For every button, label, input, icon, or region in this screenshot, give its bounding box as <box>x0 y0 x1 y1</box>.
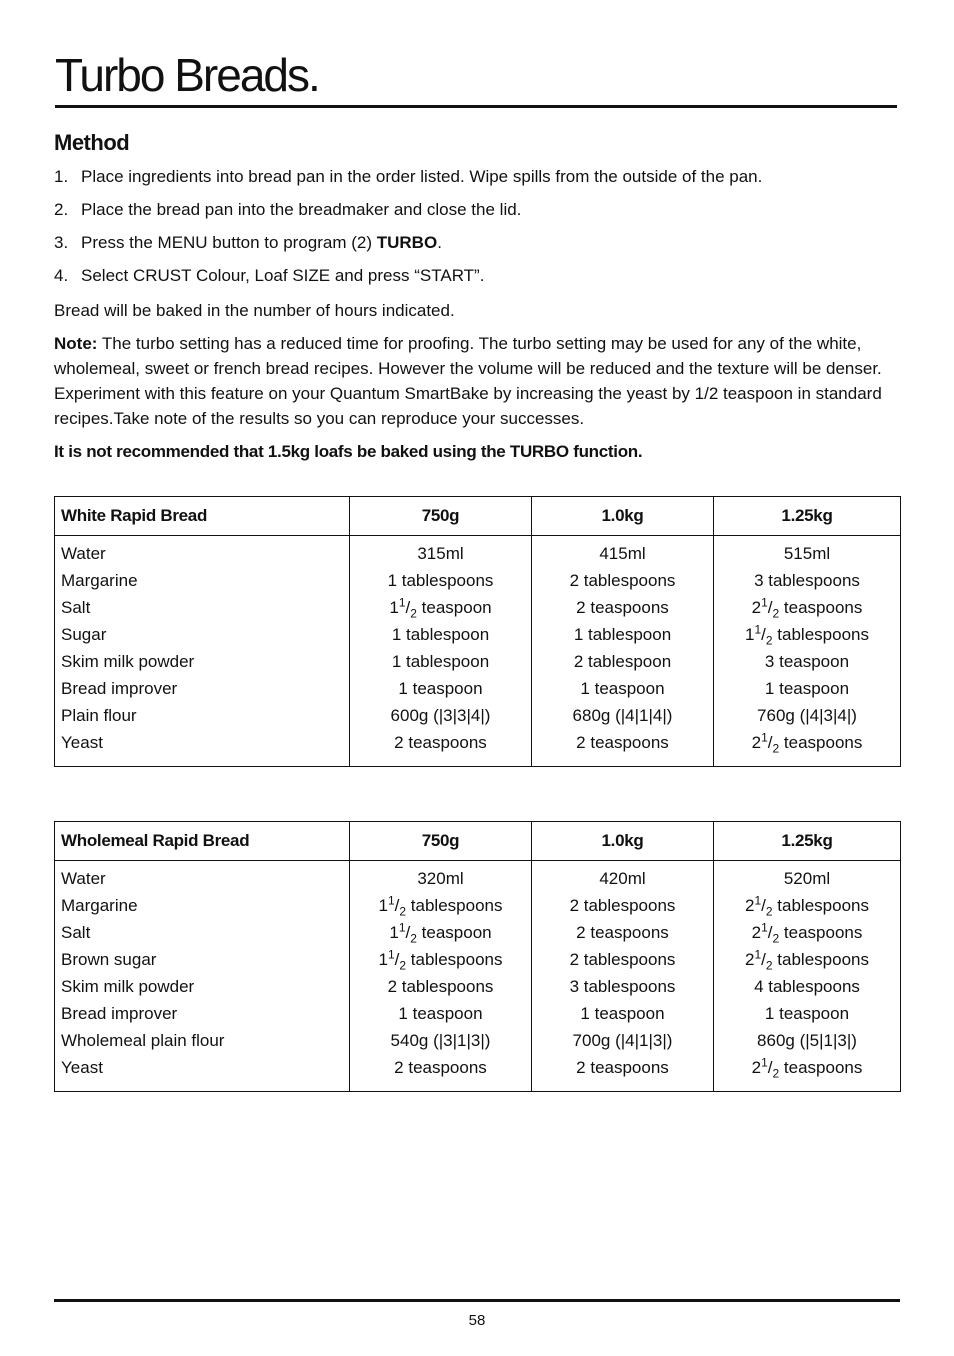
ingredient-quantity: 2 tablespoons <box>569 571 676 590</box>
quantities-750g-cell <box>350 861 532 1092</box>
ingredient-names-cell <box>55 536 350 767</box>
table-header-row <box>55 822 901 861</box>
bake-time-text: Bread will be baked in the number of hours indicated. <box>54 301 455 320</box>
ingredient-quantity: $2^1/_2$ tablespoons <box>745 947 869 973</box>
method-steps <box>54 166 899 287</box>
step-number: 1. <box>54 167 69 186</box>
column-header-1-25kg: 1.25kg <box>714 822 901 861</box>
step-text-start: Press the MENU button to program (2) <box>81 233 377 252</box>
page-number: 58 <box>468 1312 486 1329</box>
ingredient-quantity: 2 tablespoons <box>387 977 494 996</box>
ingredient-quantity: 1 teaspoon <box>398 1004 483 1023</box>
step-text <box>81 232 442 254</box>
method-step <box>54 232 899 254</box>
ingredient-quantity: $2^1/_2$ teaspoons <box>751 595 863 621</box>
method-heading: Method <box>54 130 130 155</box>
ingredient-quantity: $2^1/_2$ teaspoons <box>751 730 863 756</box>
page-title: Turbo Breads. <box>55 49 319 101</box>
step-text: Place the bread pan into the breadmaker and close the lid. <box>81 200 522 219</box>
column-header-750g: 750g <box>350 822 532 861</box>
ingredient-quantity: 1 teaspoon <box>580 679 665 698</box>
note-paragraph <box>54 331 899 431</box>
ingredient-quantity: 420ml <box>599 869 646 888</box>
table-body-row <box>55 536 901 767</box>
ingredient-quantity: 700g (|4|1|3|) <box>572 1031 673 1050</box>
quantities-1kg-cell <box>532 536 714 767</box>
ingredient-quantity: 1 teaspoon <box>580 1004 665 1023</box>
ingredient-name: Water <box>61 544 106 563</box>
column-header-1kg: 1.0kg <box>532 822 714 861</box>
ingredient-quantity: 540g (|3|1|3|) <box>390 1031 491 1050</box>
quantities-1-25kg-cell <box>714 536 901 767</box>
ingredient-name: Margarine <box>61 571 138 590</box>
ingredient-name: Plain flour <box>61 706 137 725</box>
ingredient-quantity: 1 tablespoon <box>573 625 672 644</box>
column-header-1-25kg: 1.25kg <box>714 497 901 536</box>
ingredient-name: Skim milk powder <box>61 977 195 996</box>
ingredient-name: Yeast <box>61 733 103 752</box>
ingredient-name: Sugar <box>61 625 107 644</box>
ingredient-name: Water <box>61 869 106 888</box>
ingredient-quantity: 1 teaspoon <box>764 679 850 698</box>
quantities-1kg-cell <box>532 861 714 1092</box>
step-text-end: . <box>437 233 442 252</box>
ingredient-name: Skim milk powder <box>61 652 195 671</box>
ingredient-quantity: 600g (|3|3|4|) <box>390 706 491 725</box>
title-divider <box>55 105 897 108</box>
ingredient-name: Yeast <box>61 1058 103 1077</box>
ingredient-quantity: $2^1/_2$ teaspoons <box>751 1055 863 1081</box>
ingredient-quantity: 2 tablespoon <box>573 652 672 671</box>
ingredient-quantity: 2 teaspoons <box>576 733 669 752</box>
white-rapid-bread-table <box>54 496 901 767</box>
ingredient-quantity: $1^1/_2$ teaspoon <box>389 595 492 621</box>
quantities-750g-cell <box>350 536 532 767</box>
ingredient-quantity: $2^1/_2$ tablespoons <box>745 893 869 919</box>
ingredient-name: Bread improver <box>61 679 178 698</box>
ingredient-quantity: $1^1/_2$ tablespoons <box>378 893 503 919</box>
ingredient-quantity: $1^1/_2$ teaspoon <box>389 920 492 946</box>
step-number: 4. <box>54 266 69 285</box>
ingredient-quantity: 2 teaspoons <box>576 598 669 617</box>
ingredient-quantity: 3 tablespoons <box>754 571 860 590</box>
ingredient-name: Salt <box>61 923 91 942</box>
table-header-row <box>55 497 901 536</box>
ingredient-name: Margarine <box>61 896 138 915</box>
ingredient-quantity: 315ml <box>417 544 464 563</box>
step-number: 2. <box>54 200 69 219</box>
ingredient-quantity: 1 teaspoon <box>398 679 483 698</box>
ingredient-quantity: 3 teaspoon <box>764 652 850 671</box>
ingredient-name: Salt <box>61 598 91 617</box>
warning-text: It is not recommended that 1.5kg loafs be baked using the TURBO function. <box>54 442 643 461</box>
ingredient-quantity: $1^1/_2$ tablespoons <box>745 622 869 648</box>
ingredient-names-cell <box>55 861 350 1092</box>
ingredient-name: Brown sugar <box>61 950 157 969</box>
ingredient-quantity: $1^1/_2$ tablespoons <box>378 947 503 973</box>
ingredient-quantity: 320ml <box>417 869 464 888</box>
method-section <box>54 130 899 464</box>
ingredient-quantity: 1 tablespoons <box>387 571 494 590</box>
table-body-row <box>55 861 901 1092</box>
ingredient-quantity: 3 tablespoons <box>569 977 676 996</box>
ingredient-name: Bread improver <box>61 1004 178 1023</box>
note-label: Note: <box>54 334 98 353</box>
step-text: Place ingredients into bread pan in the order listed. Wipe spills from the outside of the pan. <box>81 167 763 186</box>
recipe-name-header: Wholemeal Rapid Bread <box>55 822 350 861</box>
ingredient-quantity: 2 teaspoons <box>576 1058 669 1077</box>
ingredient-quantity: 1 tablespoon <box>391 652 490 671</box>
ingredient-quantity: $2^1/_2$ teaspoons <box>751 920 863 946</box>
ingredient-quantity: 415ml <box>599 544 646 563</box>
note-text: The turbo setting has a reduced time for proofing. The turbo setting may be used for any of the white, wholemeal, sweet or french bread recipes. However the volume will be reduced and the texture will be denser. Experiment with this feature on your Quantum SmartBake by increasing the yeast by 1/2 teaspoon in standard recipes.Take note of the results so you can reproduce your successes. <box>54 334 882 428</box>
step-text: Select CRUST Colour, Loaf SIZE and press “START”. <box>81 266 485 285</box>
ingredient-quantity: 2 tablespoons <box>569 950 676 969</box>
method-step <box>54 166 899 188</box>
method-step <box>54 265 899 287</box>
ingredient-quantity: 4 tablespoons <box>754 977 860 996</box>
method-step <box>54 199 899 221</box>
ingredient-quantity: 2 tablespoons <box>569 896 676 915</box>
ingredient-quantity: 680g (|4|1|4|) <box>572 706 673 725</box>
ingredient-quantity: 1 tablespoon <box>391 625 490 644</box>
ingredient-quantity: 515ml <box>783 544 831 563</box>
step-number: 3. <box>54 233 69 252</box>
ingredient-quantity: 860g (|5|1|3|) <box>757 1031 857 1050</box>
recipe-name-header: White Rapid Bread <box>55 497 350 536</box>
ingredient-quantity: 1 teaspoon <box>764 1004 850 1023</box>
wholemeal-rapid-bread-table <box>54 821 901 1092</box>
footer-divider <box>54 1299 900 1302</box>
turbo-program-name: TURBO <box>376 233 438 252</box>
ingredient-quantity: 2 teaspoons <box>576 923 669 942</box>
column-header-1kg: 1.0kg <box>532 497 714 536</box>
ingredient-quantity: 760g (|4|3|4|) <box>757 706 857 725</box>
quantities-1-25kg-cell <box>714 861 901 1092</box>
ingredient-quantity: 2 teaspoons <box>394 733 487 752</box>
ingredient-quantity: 2 teaspoons <box>394 1058 487 1077</box>
column-header-750g: 750g <box>350 497 532 536</box>
ingredient-quantity: 520ml <box>783 869 831 888</box>
ingredient-name: Wholemeal plain flour <box>61 1031 225 1050</box>
